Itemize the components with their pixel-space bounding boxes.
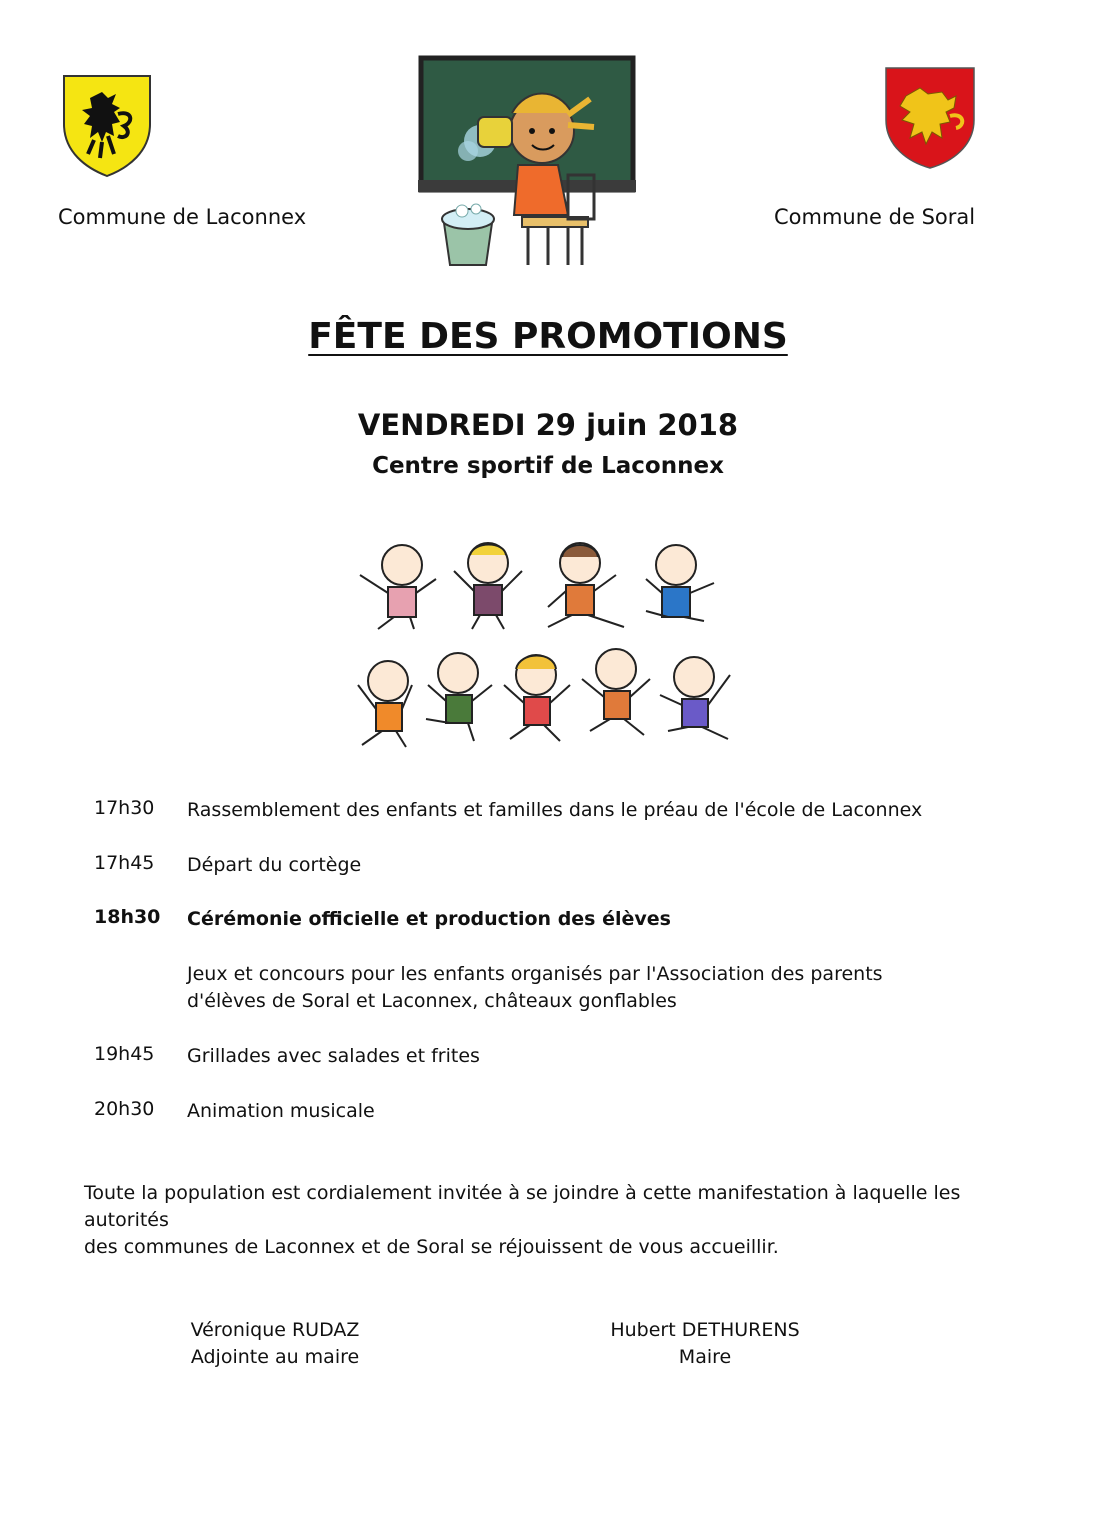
child-1 bbox=[360, 545, 436, 629]
child-2 bbox=[454, 543, 522, 629]
jumping-children-icon bbox=[354, 535, 734, 757]
signature-left bbox=[160, 1317, 390, 1371]
event-venue: Centre sportif de Laconnex bbox=[372, 453, 724, 479]
schedule-desc-4-line-1: Jeux et concours pour les enfants organisés par l'Association des parents bbox=[187, 963, 883, 985]
soral-coat-of-arms-icon bbox=[884, 66, 976, 170]
signature-left-role: Adjointe au maire bbox=[190, 1346, 360, 1368]
child-7 bbox=[504, 655, 570, 741]
child-4 bbox=[646, 545, 714, 621]
child-6 bbox=[426, 653, 492, 741]
chalkboard-illustration bbox=[418, 55, 636, 269]
laconnex-crest bbox=[62, 74, 152, 178]
schedule-desc-1: Rassemblement des enfants et familles dans le préau de l'école de Laconnex bbox=[187, 799, 923, 821]
schedule-desc-3: Cérémonie officielle et production des élèves bbox=[187, 908, 671, 930]
schedule-time-1: 17h30 bbox=[94, 797, 155, 819]
schedule-desc-6: Animation musicale bbox=[187, 1100, 375, 1122]
signature-right bbox=[590, 1317, 820, 1371]
child-8 bbox=[582, 649, 650, 735]
event-title-text: FÊTE DES PROMOTIONS bbox=[308, 316, 788, 357]
schedule-time-2: 17h45 bbox=[94, 852, 155, 874]
schedule-time-5: 19h45 bbox=[94, 1043, 155, 1065]
closing-line-1: Toute la population est cordialement invitée à se joindre à cette manifestation à laquelle les autorités bbox=[84, 1182, 961, 1231]
signature-right-name: Hubert DETHURENS bbox=[610, 1319, 800, 1341]
soral-crest bbox=[884, 66, 976, 170]
closing-line-2: des communes de Laconnex et de Soral se réjouissent de vous accueillir. bbox=[84, 1236, 779, 1258]
children-illustration bbox=[354, 535, 734, 757]
event-date: VENDREDI 29 juin 2018 bbox=[357, 408, 739, 442]
girl-cleaning-chalkboard-icon bbox=[418, 55, 636, 269]
schedule-time-6: 20h30 bbox=[94, 1098, 155, 1120]
schedule-desc-2: Départ du cortège bbox=[187, 854, 362, 876]
child-5 bbox=[358, 661, 412, 747]
schedule-desc-4-line-2: d'élèves de Soral et Laconnex, châteaux gonflables bbox=[187, 990, 677, 1012]
left-commune-label: Commune de Laconnex bbox=[58, 205, 307, 229]
schedule-desc-5: Grillades avec salades et frites bbox=[187, 1045, 480, 1067]
laconnex-coat-of-arms-icon bbox=[62, 74, 152, 178]
child-9 bbox=[660, 657, 730, 739]
closing-paragraph bbox=[84, 1180, 1024, 1261]
schedule-time-3: 18h30 bbox=[94, 906, 161, 928]
right-commune-label: Commune de Soral bbox=[774, 205, 976, 229]
event-title bbox=[0, 316, 1096, 357]
signature-left-name: Véronique RUDAZ bbox=[190, 1319, 360, 1341]
child-3 bbox=[548, 543, 624, 627]
signature-right-role: Maire bbox=[678, 1346, 732, 1368]
